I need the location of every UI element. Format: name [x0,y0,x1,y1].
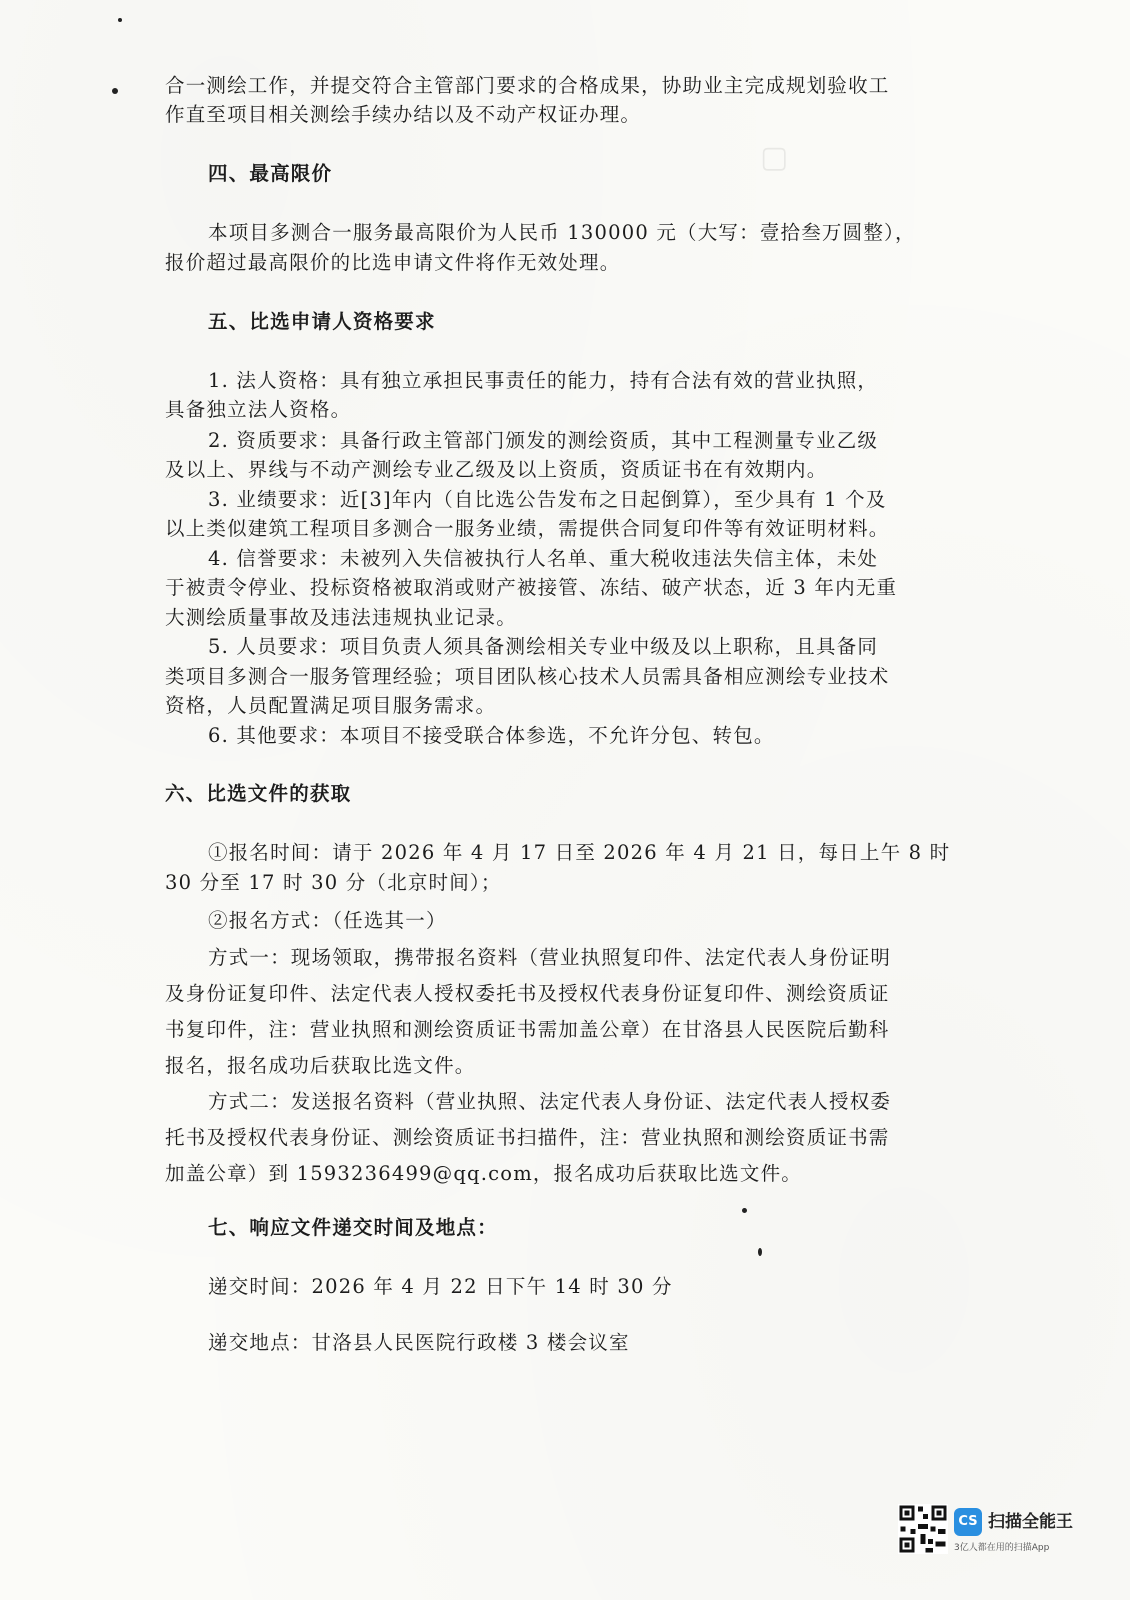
qr-code-icon [898,1504,948,1554]
scanner-watermark [898,1500,1108,1570]
body-line: 5. 人员要求：项目负责人须具备测绘相关专业中级及以上职称，且具备同 [208,635,879,658]
body-line: 递交地点：甘洛县人民医院行政楼 3 楼会议室 [208,1331,630,1354]
section-heading-obtain: 六、比选文件的获取 [165,782,352,805]
body-line: 2. 资质要求：具备行政主管部门颁发的测绘资质，其中工程测量专业乙级 [208,429,879,452]
body-line: 具备独立法人资格。 [165,398,352,421]
scan-speck [758,1248,762,1256]
body-line: 1. 法人资格：具有独立承担民事责任的能力，持有合法有效的营业执照， [208,369,879,392]
camscanner-tagline: 3亿人都在用的扫描App [954,1543,1050,1553]
body-line: 30 分至 17 时 30 分（北京时间）； [165,871,502,894]
body-line: 资格，人员配置满足项目服务需求。 [165,694,497,717]
body-line: 类项目多测合一服务管理经验；项目团队核心技术人员需具备相应测绘专业技术 [165,665,890,688]
body-line: 方式二：发送报名资料（营业执照、法定代表人身份证、法定代表人授权委 [208,1090,892,1113]
body-line: 本项目多测合一服务最高限价为人民币 130000 元（大写：壹拾叁万圆整）， [208,221,916,244]
body-line: 报价超过最高限价的比选申请文件将作无效处理。 [165,251,621,274]
body-line: 书复印件，注：营业执照和测绘资质证书需加盖公章）在甘洛县人民医院后勤科 [165,1018,890,1041]
scan-speck [118,18,122,22]
body-line: 及身份证复印件、法定代表人授权委托书及授权代表身份证复印件、测绘资质证 [165,982,890,1005]
scan-speck [112,88,118,94]
body-line: ①报名时间：请于 2026 年 4 月 17 日至 2026 年 4 月 21 日，每日上午 8 时 [208,841,951,864]
body-line: 于被责令停业、投标资格被取消或财产被接管、冻结、破产状态，近 3 年内无重 [165,576,898,599]
body-line: 方式一：现场领取，携带报名资料（营业执照复印件、法定代表人身份证明 [208,946,892,969]
camscanner-logo-icon: CS [954,1508,982,1536]
body-line: 以上类似建筑工程项目多测合一服务业绩，需提供合同复印件等有效证明材料。 [165,517,890,540]
section-heading-submission: 七、响应文件递交时间及地点： [208,1216,498,1239]
section-heading-qualification: 五、比选申请人资格要求 [208,310,436,333]
body-line: 6. 其他要求：本项目不接受联合体参选，不允许分包、转包。 [208,724,775,747]
body-line: 报名，报名成功后获取比选文件。 [165,1054,476,1077]
scan-speck [742,1208,747,1213]
body-line: 递交时间：2026 年 4 月 22 日下午 14 时 30 分 [208,1275,673,1298]
body-line: ②报名方式：（任选其一） [208,909,447,932]
body-line: 合一测绘工作，并提交符合主管部门要求的合格成果，协助业主完成规划验收工 [165,74,890,97]
body-line: 及以上、界线与不动产测绘专业乙级及以上资质，资质证书在有效期内。 [165,458,828,481]
camscanner-app-name: 扫描全能王 [988,1512,1073,1532]
body-line: 4. 信誉要求：未被列入失信被执行人名单、重大税收违法失信主体，未处 [208,547,879,570]
body-line: 加盖公章）到 1593236499@qq.com，报名成功后获取比选文件。 [165,1162,802,1185]
body-line: 托书及授权代表身份证、测绘资质证书扫描件，注：营业执照和测绘资质证书需 [165,1126,890,1149]
section-heading-price: 四、最高限价 [208,162,333,185]
body-line: 大测绘质量事故及违法违规执业记录。 [165,606,517,629]
body-line: 作直至项目相关测绘手续办结以及不动产权证办理。 [165,103,642,126]
body-line: 3. 业绩要求：近[3]年内（自比选公告发布之日起倒算），至少具有 1 个及 [208,488,887,511]
bleed-through-mark: ▢ [760,140,789,175]
